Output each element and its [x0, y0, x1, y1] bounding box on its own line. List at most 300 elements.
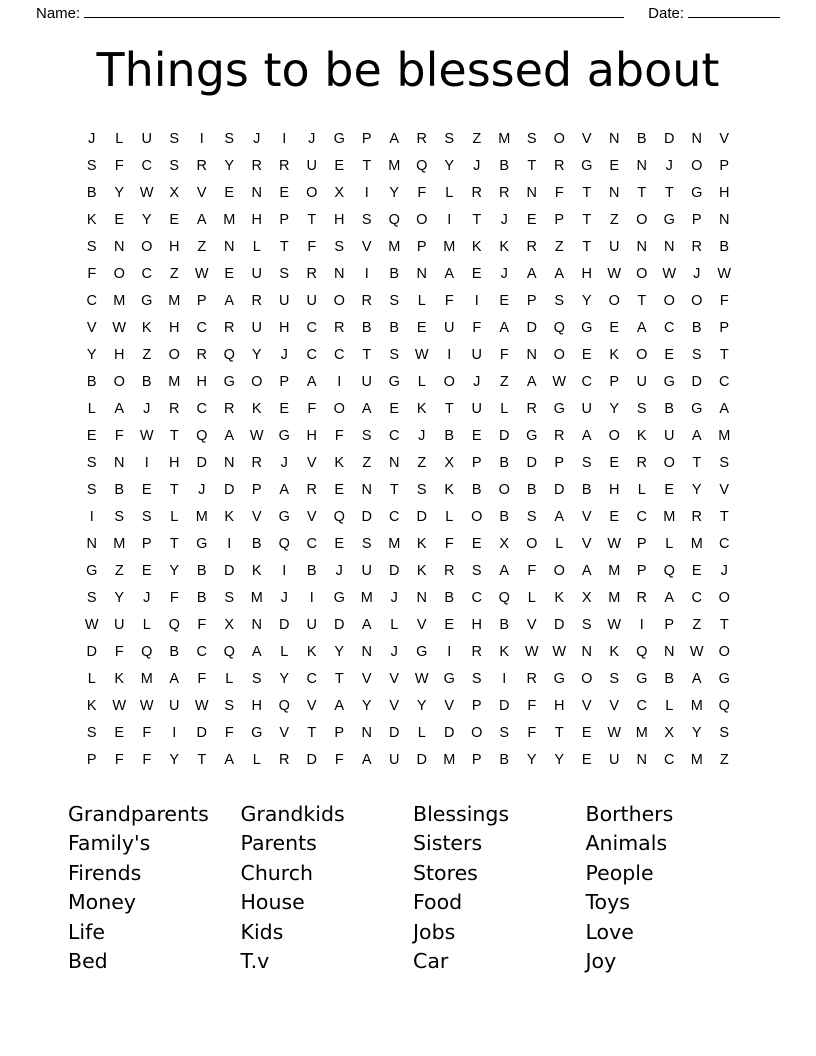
word-list-item[interactable]: Church	[240, 860, 314, 885]
grid-cell[interactable]: T	[472, 211, 482, 228]
grid-cell[interactable]: S	[361, 211, 372, 228]
grid-cell[interactable]: V	[251, 508, 262, 525]
grid-cell[interactable]: J	[88, 130, 96, 147]
grid-cell[interactable]: T	[664, 184, 674, 201]
grid-cell[interactable]: F	[142, 724, 152, 741]
grid-cell[interactable]: D	[224, 481, 235, 498]
grid-cell[interactable]: C	[664, 319, 675, 336]
grid-cell[interactable]: I	[474, 292, 479, 309]
grid-cell[interactable]: U	[609, 751, 620, 768]
grid-cell[interactable]: S	[86, 238, 97, 255]
grid-cell[interactable]: Y	[251, 346, 262, 363]
grid-cell[interactable]: J	[143, 400, 151, 417]
grid-cell[interactable]: V	[306, 508, 317, 525]
grid-cell[interactable]: C	[636, 697, 647, 714]
grid-cell[interactable]: S	[526, 508, 537, 525]
grid-cell[interactable]: R	[526, 238, 537, 255]
grid-cell[interactable]: J	[390, 643, 398, 660]
word-list-item[interactable]: Love	[585, 919, 634, 944]
grid-cell[interactable]: J	[500, 211, 508, 228]
grid-cell[interactable]: S	[279, 265, 290, 282]
grid-cell[interactable]: C	[719, 373, 730, 390]
grid-cell[interactable]: P	[279, 373, 290, 390]
grid-cell[interactable]: R	[334, 319, 345, 336]
grid-cell[interactable]: I	[282, 562, 287, 579]
grid-cell[interactable]: I	[447, 346, 452, 363]
grid-cell[interactable]: S	[114, 508, 125, 525]
grid-cell[interactable]: R	[691, 508, 702, 525]
grid-cell[interactable]: N	[361, 643, 372, 660]
grid-cell[interactable]: J	[390, 589, 398, 606]
grid-cell[interactable]: R	[279, 157, 290, 174]
grid-cell[interactable]: U	[581, 400, 592, 417]
date-input-line[interactable]	[688, 4, 780, 18]
grid-cell[interactable]: H	[279, 319, 290, 336]
grid-cell[interactable]: E	[691, 562, 702, 579]
grid-cell[interactable]: Y	[141, 211, 152, 228]
grid-cell[interactable]: L	[225, 670, 234, 687]
grid-cell[interactable]: O	[663, 454, 675, 471]
grid-cell[interactable]: R	[526, 400, 537, 417]
grid-cell[interactable]: F	[444, 292, 454, 309]
grid-cell[interactable]: A	[444, 265, 455, 282]
grid-cell[interactable]: B	[499, 616, 510, 633]
grid-cell[interactable]: M	[635, 724, 648, 741]
grid-cell[interactable]: L	[555, 535, 564, 552]
grid-cell[interactable]: S	[389, 346, 400, 363]
grid-cell[interactable]: N	[361, 724, 372, 741]
grid-cell[interactable]: R	[279, 751, 290, 768]
word-list-item[interactable]: Blessings	[413, 801, 510, 826]
grid-cell[interactable]: X	[664, 724, 675, 741]
grid-cell[interactable]: E	[664, 481, 675, 498]
grid-cell[interactable]: J	[280, 589, 288, 606]
grid-cell[interactable]: U	[306, 292, 317, 309]
grid-cell[interactable]: Q	[223, 346, 235, 363]
grid-cell[interactable]: N	[719, 211, 730, 228]
grid-cell[interactable]: H	[554, 697, 565, 714]
grid-cell[interactable]: N	[251, 184, 262, 201]
grid-cell[interactable]: L	[252, 238, 261, 255]
grid-cell[interactable]: W	[249, 427, 264, 444]
grid-cell[interactable]: J	[143, 589, 151, 606]
grid-cell[interactable]: O	[553, 346, 565, 363]
grid-cell[interactable]: G	[443, 670, 455, 687]
grid-cell[interactable]: Z	[417, 454, 427, 471]
grid-cell[interactable]: Y	[334, 643, 345, 660]
grid-cell[interactable]: Y	[86, 346, 97, 363]
grid-cell[interactable]: E	[389, 400, 400, 417]
grid-cell[interactable]: U	[471, 400, 482, 417]
grid-cell[interactable]: X	[224, 616, 235, 633]
grid-cell[interactable]: K	[224, 508, 235, 525]
grid-cell[interactable]: E	[499, 292, 510, 309]
grid-cell[interactable]: R	[361, 292, 372, 309]
grid-cell[interactable]: I	[89, 508, 94, 525]
grid-cell[interactable]: W	[717, 265, 732, 282]
grid-cell[interactable]: V	[609, 697, 620, 714]
grid-cell[interactable]: G	[691, 184, 703, 201]
grid-cell[interactable]: H	[251, 697, 262, 714]
grid-cell[interactable]: B	[581, 481, 592, 498]
grid-cell[interactable]: T	[169, 427, 179, 444]
grid-cell[interactable]: G	[223, 373, 235, 390]
grid-cell[interactable]: Z	[499, 373, 509, 390]
grid-cell[interactable]: G	[388, 373, 400, 390]
grid-cell[interactable]: D	[554, 616, 565, 633]
grid-cell[interactable]: N	[361, 481, 372, 498]
grid-cell[interactable]: A	[499, 562, 510, 579]
grid-cell[interactable]: E	[141, 562, 152, 579]
grid-cell[interactable]: C	[196, 319, 207, 336]
grid-cell[interactable]: L	[280, 643, 289, 660]
word-list-item[interactable]: Bed	[68, 949, 108, 974]
grid-cell[interactable]: D	[306, 751, 317, 768]
grid-cell[interactable]: K	[636, 427, 647, 444]
grid-cell[interactable]: S	[636, 400, 647, 417]
grid-cell[interactable]: S	[224, 130, 235, 147]
grid-cell[interactable]: J	[253, 130, 261, 147]
grid-cell[interactable]: K	[416, 535, 427, 552]
grid-cell[interactable]: O	[691, 157, 703, 174]
grid-cell[interactable]: Z	[719, 751, 729, 768]
grid-cell[interactable]: O	[443, 373, 455, 390]
word-list-item[interactable]: Toys	[585, 890, 630, 915]
grid-cell[interactable]: N	[114, 238, 125, 255]
grid-cell[interactable]: F	[197, 670, 207, 687]
grid-cell[interactable]: C	[389, 508, 400, 525]
grid-cell[interactable]: D	[526, 454, 537, 471]
grid-cell[interactable]: K	[416, 400, 427, 417]
grid-cell[interactable]: Q	[223, 643, 235, 660]
grid-cell[interactable]: D	[526, 319, 537, 336]
grid-cell[interactable]: R	[224, 400, 235, 417]
grid-cell[interactable]: O	[498, 481, 510, 498]
grid-cell[interactable]: A	[224, 751, 235, 768]
grid-cell[interactable]: S	[361, 427, 372, 444]
grid-cell[interactable]: U	[664, 427, 675, 444]
grid-cell[interactable]: C	[664, 751, 675, 768]
grid-cell[interactable]: A	[169, 670, 180, 687]
grid-cell[interactable]: U	[251, 265, 262, 282]
grid-cell[interactable]: R	[636, 454, 647, 471]
grid-cell[interactable]: Y	[526, 751, 537, 768]
grid-cell[interactable]: Y	[609, 400, 620, 417]
grid-cell[interactable]: Q	[168, 616, 180, 633]
grid-cell[interactable]: F	[87, 265, 97, 282]
word-list-item[interactable]: Joy	[585, 949, 617, 974]
grid-cell[interactable]: M	[195, 508, 208, 525]
grid-cell[interactable]: N	[664, 643, 675, 660]
grid-cell[interactable]: O	[636, 211, 648, 228]
grid-cell[interactable]: F	[114, 157, 124, 174]
grid-cell[interactable]: B	[114, 481, 125, 498]
grid-cell[interactable]: E	[279, 184, 290, 201]
grid-cell[interactable]: I	[502, 670, 507, 687]
grid-cell[interactable]: C	[306, 319, 317, 336]
grid-cell[interactable]: Z	[609, 211, 619, 228]
grid-cell[interactable]: J	[500, 265, 508, 282]
grid-cell[interactable]: S	[444, 130, 455, 147]
grid-cell[interactable]: S	[471, 562, 482, 579]
grid-cell[interactable]: O	[608, 292, 620, 309]
grid-cell[interactable]: E	[334, 157, 345, 174]
grid-cell[interactable]: D	[444, 724, 455, 741]
grid-cell[interactable]: Y	[691, 724, 702, 741]
grid-cell[interactable]: Z	[554, 238, 564, 255]
grid-cell[interactable]: P	[334, 724, 345, 741]
grid-cell[interactable]: O	[333, 292, 345, 309]
grid-cell[interactable]: I	[199, 130, 204, 147]
grid-cell[interactable]: W	[112, 319, 127, 336]
grid-cell[interactable]: B	[86, 184, 97, 201]
grid-cell[interactable]: B	[196, 589, 207, 606]
grid-cell[interactable]: I	[309, 589, 314, 606]
grid-cell[interactable]: F	[334, 427, 344, 444]
grid-cell[interactable]: R	[554, 157, 565, 174]
grid-cell[interactable]: L	[665, 697, 674, 714]
grid-cell[interactable]: B	[499, 157, 510, 174]
grid-cell[interactable]: D	[499, 427, 510, 444]
grid-cell[interactable]: P	[719, 319, 730, 336]
grid-cell[interactable]: P	[196, 292, 207, 309]
grid-cell[interactable]: F	[472, 319, 482, 336]
grid-cell[interactable]: D	[361, 508, 372, 525]
grid-cell[interactable]: E	[416, 319, 427, 336]
grid-cell[interactable]: R	[499, 184, 510, 201]
grid-cell[interactable]: T	[692, 454, 702, 471]
grid-cell[interactable]: N	[114, 454, 125, 471]
grid-cell[interactable]: S	[719, 724, 730, 741]
grid-cell[interactable]: Y	[114, 589, 125, 606]
grid-cell[interactable]: P	[719, 157, 730, 174]
word-list-item[interactable]: Sisters	[413, 831, 483, 856]
grid-cell[interactable]: R	[251, 157, 262, 174]
grid-cell[interactable]: S	[86, 454, 97, 471]
grid-cell[interactable]: E	[444, 616, 455, 633]
grid-cell[interactable]: B	[169, 643, 180, 660]
grid-cell[interactable]: F	[142, 751, 152, 768]
grid-cell[interactable]: H	[169, 238, 180, 255]
grid-cell[interactable]: N	[581, 643, 592, 660]
grid-cell[interactable]: V	[389, 697, 400, 714]
grid-cell[interactable]: B	[664, 400, 675, 417]
grid-cell[interactable]: C	[86, 292, 97, 309]
grid-cell[interactable]: V	[361, 238, 372, 255]
grid-cell[interactable]: T	[169, 535, 179, 552]
grid-cell[interactable]: B	[691, 319, 702, 336]
grid-cell[interactable]: O	[113, 265, 125, 282]
grid-cell[interactable]: F	[527, 562, 537, 579]
grid-cell[interactable]: K	[416, 562, 427, 579]
grid-cell[interactable]: P	[471, 751, 482, 768]
grid-cell[interactable]: E	[334, 535, 345, 552]
word-list-item[interactable]: Animals	[585, 831, 668, 856]
grid-cell[interactable]: R	[196, 157, 207, 174]
grid-cell[interactable]: V	[416, 616, 427, 633]
grid-cell[interactable]: H	[251, 211, 262, 228]
grid-cell[interactable]: E	[141, 481, 152, 498]
grid-cell[interactable]: N	[526, 184, 537, 201]
grid-cell[interactable]: C	[141, 265, 152, 282]
grid-cell[interactable]: K	[471, 238, 482, 255]
grid-cell[interactable]: W	[552, 643, 567, 660]
grid-cell[interactable]: G	[663, 373, 675, 390]
grid-cell[interactable]: S	[169, 157, 180, 174]
grid-cell[interactable]: W	[139, 184, 154, 201]
grid-cell[interactable]: C	[141, 157, 152, 174]
grid-cell[interactable]: V	[306, 697, 317, 714]
grid-cell[interactable]: R	[306, 265, 317, 282]
grid-cell[interactable]: D	[86, 643, 97, 660]
grid-cell[interactable]: I	[337, 373, 342, 390]
grid-cell[interactable]: U	[609, 238, 620, 255]
grid-cell[interactable]: Z	[692, 616, 702, 633]
grid-cell[interactable]: Y	[389, 184, 400, 201]
grid-cell[interactable]: U	[361, 562, 372, 579]
grid-cell[interactable]: O	[608, 427, 620, 444]
grid-cell[interactable]: P	[471, 697, 482, 714]
grid-cell[interactable]: A	[114, 400, 125, 417]
grid-cell[interactable]: S	[334, 238, 345, 255]
grid-cell[interactable]: S	[389, 292, 400, 309]
grid-cell[interactable]: G	[333, 130, 345, 147]
grid-cell[interactable]: B	[499, 454, 510, 471]
grid-cell[interactable]: Q	[663, 562, 675, 579]
grid-cell[interactable]: Y	[691, 481, 702, 498]
grid-cell[interactable]: P	[636, 562, 647, 579]
grid-cell[interactable]: O	[251, 373, 263, 390]
grid-cell[interactable]: I	[172, 724, 177, 741]
grid-cell[interactable]: C	[306, 346, 317, 363]
grid-cell[interactable]: S	[251, 670, 262, 687]
grid-cell[interactable]: A	[279, 481, 290, 498]
grid-cell[interactable]: F	[307, 400, 317, 417]
grid-cell[interactable]: Z	[472, 130, 482, 147]
grid-cell[interactable]: B	[389, 265, 400, 282]
grid-cell[interactable]: E	[471, 535, 482, 552]
grid-cell[interactable]: W	[84, 616, 99, 633]
grid-cell[interactable]: K	[86, 697, 97, 714]
grid-cell[interactable]: G	[553, 400, 565, 417]
grid-cell[interactable]: C	[196, 400, 207, 417]
grid-cell[interactable]: V	[361, 670, 372, 687]
grid-cell[interactable]: E	[471, 427, 482, 444]
grid-cell[interactable]: K	[86, 211, 97, 228]
grid-cell[interactable]: G	[278, 508, 290, 525]
word-list-item[interactable]: Family's	[68, 831, 151, 856]
grid-cell[interactable]: J	[665, 157, 673, 174]
grid-cell[interactable]: C	[334, 346, 345, 363]
grid-cell[interactable]: S	[86, 724, 97, 741]
grid-cell[interactable]: V	[581, 697, 592, 714]
grid-cell[interactable]: T	[527, 157, 537, 174]
grid-cell[interactable]: N	[416, 589, 427, 606]
grid-cell[interactable]: B	[196, 562, 207, 579]
grid-cell[interactable]: Y	[444, 157, 455, 174]
grid-cell[interactable]: G	[691, 400, 703, 417]
grid-cell[interactable]: S	[526, 130, 537, 147]
grid-cell[interactable]: R	[636, 589, 647, 606]
grid-cell[interactable]: N	[636, 238, 647, 255]
grid-cell[interactable]: O	[416, 211, 428, 228]
grid-cell[interactable]: N	[251, 616, 262, 633]
grid-cell[interactable]: K	[334, 454, 345, 471]
grid-cell[interactable]: U	[169, 697, 180, 714]
grid-cell[interactable]: U	[444, 319, 455, 336]
grid-cell[interactable]: A	[526, 373, 537, 390]
grid-cell[interactable]: I	[639, 616, 644, 633]
grid-cell[interactable]: C	[306, 670, 317, 687]
grid-cell[interactable]: T	[169, 481, 179, 498]
grid-cell[interactable]: C	[636, 508, 647, 525]
grid-cell[interactable]: G	[141, 292, 153, 309]
grid-cell[interactable]: O	[581, 670, 593, 687]
grid-cell[interactable]: K	[251, 400, 262, 417]
grid-cell[interactable]: B	[251, 535, 262, 552]
grid-cell[interactable]: K	[251, 562, 262, 579]
grid-cell[interactable]: A	[361, 400, 372, 417]
grid-cell[interactable]: T	[197, 751, 207, 768]
grid-cell[interactable]: P	[86, 751, 97, 768]
grid-cell[interactable]: S	[86, 157, 97, 174]
grid-cell[interactable]: T	[719, 346, 729, 363]
grid-cell[interactable]: Q	[718, 697, 730, 714]
grid-cell[interactable]: O	[168, 346, 180, 363]
grid-cell[interactable]: L	[417, 373, 426, 390]
grid-cell[interactable]: M	[168, 292, 181, 309]
grid-cell[interactable]: M	[608, 562, 621, 579]
grid-cell[interactable]: A	[581, 562, 592, 579]
grid-cell[interactable]: B	[141, 373, 152, 390]
word-list-item[interactable]: T.v	[240, 949, 270, 974]
grid-cell[interactable]: S	[719, 454, 730, 471]
grid-cell[interactable]: C	[581, 373, 592, 390]
grid-cell[interactable]: W	[552, 373, 567, 390]
grid-cell[interactable]: A	[691, 670, 702, 687]
grid-cell[interactable]: M	[498, 130, 511, 147]
grid-cell[interactable]: Y	[581, 292, 592, 309]
grid-cell[interactable]: T	[719, 508, 729, 525]
grid-cell[interactable]: S	[691, 346, 702, 363]
grid-cell[interactable]: O	[553, 562, 565, 579]
grid-cell[interactable]: S	[141, 508, 152, 525]
grid-cell[interactable]: U	[361, 373, 372, 390]
grid-cell[interactable]: P	[636, 535, 647, 552]
grid-cell[interactable]: Y	[279, 670, 290, 687]
grid-cell[interactable]: D	[499, 697, 510, 714]
grid-cell[interactable]: Q	[636, 643, 648, 660]
grid-cell[interactable]: D	[279, 616, 290, 633]
grid-cell[interactable]: G	[86, 562, 98, 579]
grid-cell[interactable]: F	[334, 751, 344, 768]
grid-cell[interactable]: I	[364, 265, 369, 282]
grid-cell[interactable]: A	[224, 427, 235, 444]
grid-cell[interactable]: A	[361, 616, 372, 633]
grid-cell[interactable]: E	[581, 346, 592, 363]
grid-cell[interactable]: N	[86, 535, 97, 552]
grid-cell[interactable]: W	[607, 616, 622, 633]
grid-cell[interactable]: E	[224, 184, 235, 201]
grid-cell[interactable]: V	[526, 616, 537, 633]
grid-cell[interactable]: V	[719, 481, 730, 498]
grid-cell[interactable]: M	[690, 535, 703, 552]
grid-cell[interactable]: H	[306, 427, 317, 444]
grid-cell[interactable]: E	[86, 427, 97, 444]
grid-cell[interactable]: M	[718, 427, 731, 444]
grid-cell[interactable]: L	[87, 400, 96, 417]
grid-cell[interactable]: E	[114, 724, 125, 741]
